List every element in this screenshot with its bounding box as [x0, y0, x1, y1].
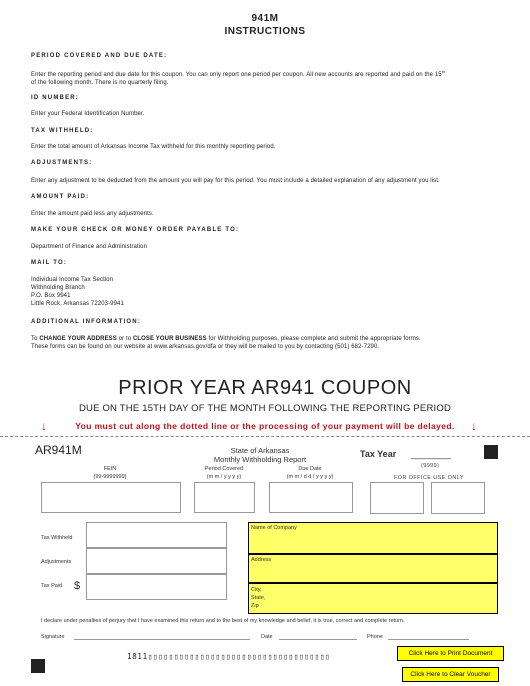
date-line[interactable] — [279, 639, 357, 640]
payable-heading: MAKE YOUR CHECK OR MONEY ORDER PAYABLE TO: — [31, 227, 240, 233]
due-line: DUE ON THE 15TH DAY OF THE MONTH FOLLOWING THE REPORTING PERIOD — [78, 403, 452, 414]
adjustments-label: Adjustments — [41, 559, 72, 565]
cut-line — [0, 436, 530, 437]
mail-to-address: Individual Income Tax Section Withholding Branch P.O. Box 9941 Little Rock, Arkansas 72203-9941 — [31, 277, 124, 307]
bottom-registration-mark — [31, 659, 45, 673]
id-text: Enter your Federal Identification Number. — [31, 111, 145, 117]
period-label: Period Covered — [204, 466, 244, 472]
instructions-title: INSTRUCTIONS — [224, 26, 306, 37]
adjustments-text: Enter any adjustment to be deducted from the amount you will pay for this period. You must include a detailed explanation of any adjustment you list. — [31, 178, 440, 184]
amount-paid-heading: AMOUNT PAID: — [31, 194, 90, 200]
payable-text: Department of Finance and Administration — [31, 244, 148, 250]
right-arrow-icon: ↓ — [471, 419, 477, 433]
clear-voucher-button[interactable]: Click Here to Clear Voucher — [402, 667, 499, 682]
tax-paid-input[interactable] — [86, 574, 227, 600]
declaration-text: I declare under penalties of perjury that I have examined this return and to the best of my knowledge and belief, it is true, correct and complete return. — [41, 618, 405, 624]
company-name-input[interactable] — [248, 522, 498, 554]
phone-label: Phone — [367, 634, 383, 640]
additional-text: To CHANGE YOUR ADDRESS or to CLOSE YOUR BUSINESS for Withholding purposes, please complete and submit the appropriate forms. These forms can be found on our website at www.arkansas.gov/dfa or they will be mailed to you by contacting (501) 682-7290. — [31, 336, 421, 350]
office-use-label: FOR OFFICE USE ONLY — [394, 475, 464, 481]
date-label: Date — [261, 634, 273, 640]
address-label: Address — [251, 557, 272, 563]
address-input[interactable] — [248, 554, 498, 583]
period-text: Enter the reporting period and due date for this coupon. You can only report one period per coupon. All new accounts are reported and paid on the 15th of the following month. There is no quarterly filing. — [31, 69, 446, 86]
city-state-zip-labels: City, State, Zip — [251, 587, 266, 609]
fein-label: FEIN — [103, 466, 117, 472]
period-hint: (m m / y y y y) — [206, 474, 242, 480]
id-heading: ID NUMBER: — [31, 95, 79, 101]
city-state-zip-input[interactable] — [248, 583, 498, 614]
additional-heading: ADDITIONAL INFORMATION: — [31, 319, 142, 325]
scanline-barcode: 1811▯▯▯▯▯▯▯▯▯▯▯▯▯▯▯▯▯▯▯▯▯▯▯▯▯▯▯▯▯▯▯▯▯▯▯ — [127, 652, 331, 661]
adjustments-heading: ADJUSTMENTS: — [31, 160, 93, 166]
due-date-hint: (m m / d d / y y y y) — [286, 474, 334, 480]
tax-paid-label: Tax Paid — [41, 583, 63, 589]
office-use-box-2 — [431, 482, 485, 514]
period-heading: PERIOD COVERED AND DUE DATE: — [31, 53, 168, 59]
state-line-1: State of Arkansas — [230, 446, 290, 455]
phone-line[interactable] — [388, 639, 469, 640]
amount-paid-text: Enter the amount paid less any adjustments. — [31, 211, 154, 217]
signature-line[interactable] — [74, 639, 250, 640]
registration-mark — [484, 445, 498, 459]
tax-year-hint: (9999) — [421, 463, 440, 469]
fein-input[interactable] — [41, 482, 181, 513]
mail-to-heading: MAIL TO: — [31, 260, 68, 266]
tax-withheld-input[interactable] — [86, 522, 227, 548]
left-arrow-icon: ↓ — [41, 419, 47, 433]
coupon-title: PRIOR YEAR AR941 COUPON — [118, 377, 412, 399]
due-date-input[interactable] — [269, 482, 353, 513]
print-document-button[interactable]: Click Here to Print Document — [397, 646, 504, 661]
tax-year-field[interactable]: ________ — [411, 449, 452, 459]
company-label: Name of Company — [251, 525, 297, 531]
form-number: 941M — [251, 13, 279, 24]
tax-withheld-text: Enter the total amount of Arkansas Income Tax withheld for this monthly reporting period. — [31, 144, 276, 150]
due-date-label: Due Date — [298, 466, 322, 472]
tax-withheld-label: Tax Withheld — [41, 535, 73, 541]
dollar-sign: $ — [74, 580, 81, 592]
signature-label: Signature — [41, 634, 65, 640]
adjustments-input[interactable] — [86, 548, 227, 574]
office-use-box-1 — [370, 482, 424, 514]
fein-hint: (99-9999999) — [93, 474, 127, 480]
cut-warning: You must cut along the dotted line or the processing of your payment will be delayed. — [75, 421, 455, 431]
state-line-2: Monthly Withholding Report — [213, 455, 307, 464]
period-input[interactable] — [194, 482, 255, 513]
tax-withheld-heading: TAX WITHHELD: — [31, 128, 94, 134]
form-id: AR941M — [35, 443, 82, 457]
tax-year-label: Tax Year — [360, 449, 397, 459]
